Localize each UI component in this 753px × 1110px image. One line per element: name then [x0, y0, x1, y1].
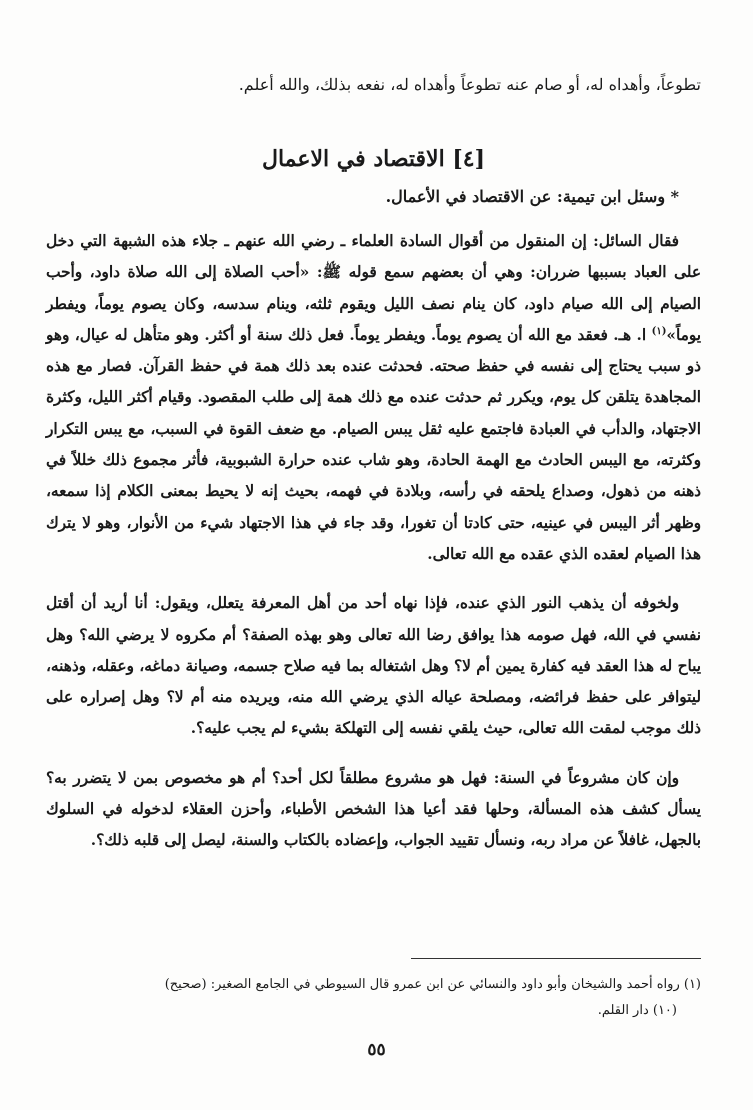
- footnotes: [46, 972, 701, 1024]
- footnote-1: (١) رواه أحمد والشيخان وأبو داود والنسائي عن ابن عمرو قال السيوطي في الجامع الصغير: (صحيح): [164, 977, 701, 992]
- paragraph-1-start: فقال السائل: إن المنقول من أقوال السادة العلماء ـ رضي الله عنهم ـ جلاء هذه الشبهة التي دخل على العباد بسببها ضرران: وهي أن بعضهم سمع قوله ﷺ: «أحب الصلاة إلى الله صلاة داود، وأحب الصيام إلى الله صيام داود، كان ينام نصف الليل ويقوم ثلثه، وينام سدسه، وكان يصوم يوماً، ويفطر يوماً»: [46, 232, 701, 344]
- paragraph-1-rest: ا. هـ. فعقد مع الله أن يصوم يوماً. ويفطر يوماً. فعل ذلك سنة أو أكثر. وهو متأهل له عيال، وهو ذو سبب يحتاج إلى نفسه في حفظ صحته. فحدثت عنده بعد ذلك همة في حفظ القرآن. فصار مع هذه المجاهدة يتلقن كل يوم، ويكرر ثم حدثت عنده مع ذلك همة إلى طلب المقصود. وقيام أكثر الليل، وكثرة الاجتهاد، والدأب في العبادة فاجتمع عليه ثقل يبس الصيام. مع ضعف القوة في السبب، مع يبس التكرار وكثرته، مع اليبس الحادث مع الهمة الحادة، وهو شاب عنده حرارة الشبوبية، فأثر مجموع ذلك خللاً في ذهنه من ذهول، وصداع يلحقه في رأسه، وبلادة في فهمه، بحيث إنه لا يحيط بمعنى الكلام إذا سمعه، وظهر أثر اليبس في عينيه، حتى كادتا أن تغورا، وقد جاء في هذا الاجتهاد شيء من الأنوار، وهو لا يترك هذا الصيام لعقده الذي عقده مع الله تعالى.: [46, 325, 701, 563]
- intro-line: تطوعاً، وأهداه له، أو صام عنه تطوعاً وأهداه له، نفعه بذلك، والله أعلم.: [238, 75, 701, 94]
- section-heading: [٤] الاقتصاد في الاعمال: [261, 146, 486, 172]
- footnote-ref-1[interactable]: (١): [651, 325, 667, 337]
- footnote-divider: [411, 958, 701, 959]
- paragraph-3: وإن كان مشروعاً في السنة: فهل هو مشروع مطلقاً لكل أحد؟ أم هو مخصوص بمن لا يتضرر به؟ يسأل كشف هذه المسألة، وحلها فقد أعيا هذا الشخص الأطباء، وأحزن العقلاء لدخوله في السلوك بالجهل، غافلاً عن مراد ربه، ونسأل تقييد الجواب، وإعضاده بالكتاب والسنة، ليصل إلى قلبه ذلك؟.: [46, 768, 701, 850]
- footnote-1-continued: (١٠) دار القلم.: [597, 1003, 677, 1018]
- question-line: * وسئل ابن تيمية: عن الاقتصاد في الأعمال.: [385, 187, 679, 206]
- main-text: [46, 70, 701, 871]
- paragraph-1: [46, 226, 701, 570]
- page-number: ٥٥: [367, 1040, 386, 1060]
- paragraph-2: ولخوفه أن يذهب النور الذي عنده، فإذا نهاه أحد من أهل المعرفة يتعلل، ويقول: أنا أريد أن أقتل نفسي في الله، فهل صومه هذا يوافق رضا الله تعالى وهو بهذه الصفة؟ أم مكروه لا يرضي الله؟ وهل يباح له هذا العقد فيه كفارة يمين أم لا؟ وهل اشتغاله بما فيه صلاح جسمه، وصيانة دماغه، وعقله، وذهنه، ليتوافر على حفظ فرائضه، ومصلحة عياله الذي يرضي الله منه، ويريده منه أم لا؟ وهل إصراره على ذلك موجب لمقت الله تعالى، حيث يلقي نفسه إلى التهلكة بشيء لم يجب عليه؟.: [46, 594, 701, 738]
